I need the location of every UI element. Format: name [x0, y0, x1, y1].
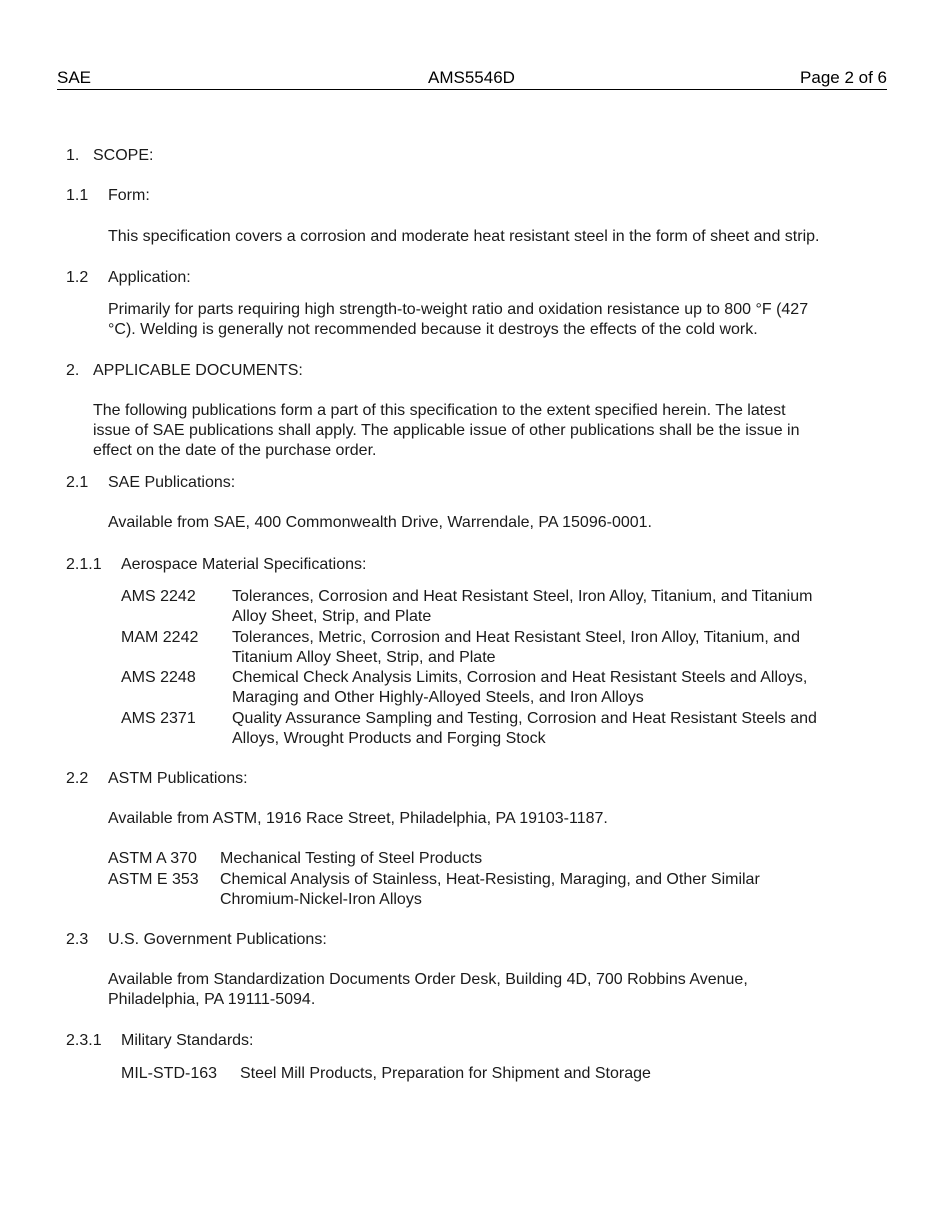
- reference-title-line: Tolerances, Corrosion and Heat Resistant Steel, Iron Alloy, Titanium, and Titanium: [232, 588, 813, 605]
- reference-title-line: Tolerances, Metric, Corrosion and Heat Resistant Steel, Iron Alloy, Titanium, and: [232, 629, 800, 646]
- section-title: SAE Publications:: [108, 474, 236, 491]
- section-body: Available from SAE, 400 Commonwealth Drive, Warrendale, PA 15096-0001.: [108, 514, 652, 531]
- reference-code: MIL-STD-163: [121, 1065, 218, 1082]
- reference-title-line: Titanium Alloy Sheet, Strip, and Plate: [232, 649, 496, 666]
- section-title: Military Standards:: [121, 1032, 254, 1049]
- reference-title-line: Chemical Check Analysis Limits, Corrosion and Heat Resistant Steels and Alloys,: [232, 669, 808, 686]
- header-org: SAE: [57, 68, 92, 87]
- section-body-line: °C). Welding is generally not recommended because it destroys the effects of the cold work.: [108, 321, 758, 338]
- reference-code: MAM 2242: [121, 629, 199, 646]
- reference-title-line: Quality Assurance Sampling and Testing, Corrosion and Heat Resistant Steels and: [232, 710, 817, 727]
- section-body-line: effect on the date of the purchase order.: [93, 442, 377, 459]
- section-body-line: issue of SAE publications shall apply. The applicable issue of other publications shall be the issue in: [93, 422, 800, 439]
- section-title: Form:: [108, 187, 150, 204]
- reference-title-line: Chemical Analysis of Stainless, Heat-Resisting, Maraging, and Other Similar: [220, 871, 760, 888]
- section-body-line: Available from Standardization Documents Order Desk, Building 4D, 700 Robbins Avenue,: [108, 971, 748, 988]
- section-title: ASTM Publications:: [108, 770, 248, 787]
- section-number: 2.3: [66, 931, 89, 948]
- section-body-line: Philadelphia, PA 19111-5094.: [108, 991, 316, 1008]
- section-title: Application:: [108, 269, 191, 286]
- reference-title-line: Alloys, Wrought Products and Forging Stock: [232, 730, 546, 747]
- reference-title-line: Mechanical Testing of Steel Products: [220, 850, 483, 867]
- reference-code: ASTM A 370: [108, 850, 197, 867]
- section-body: Available from ASTM, 1916 Race Street, Philadelphia, PA 19103-1187.: [108, 810, 608, 827]
- section-number: 2.2: [66, 770, 89, 787]
- section-title: APPLICABLE DOCUMENTS:: [93, 362, 303, 379]
- section-number: 2.: [66, 362, 80, 379]
- header-page-number: Page 2 of 6: [800, 68, 887, 87]
- section-title: SCOPE:: [93, 147, 154, 164]
- section-title: Aerospace Material Specifications:: [121, 556, 367, 573]
- reference-title-line: Steel Mill Products, Preparation for Shipment and Storage: [240, 1065, 651, 1082]
- section-title: U.S. Government Publications:: [108, 931, 327, 948]
- section-number: 2.1: [66, 474, 89, 491]
- section-body: This specification covers a corrosion and moderate heat resistant steel in the form of sheet and strip.: [108, 228, 820, 245]
- reference-title-line: Alloy Sheet, Strip, and Plate: [232, 608, 432, 625]
- section-body-line: The following publications form a part of this specification to the extent specified herein. The latest: [93, 402, 786, 419]
- section-number: 2.1.1: [66, 556, 102, 573]
- section-number: 1.: [66, 147, 80, 164]
- header-doc-number: AMS5546D: [428, 68, 515, 87]
- reference-code: AMS 2242: [121, 588, 196, 605]
- section-number: 1.1: [66, 187, 89, 204]
- reference-code: AMS 2248: [121, 669, 196, 686]
- section-number: 1.2: [66, 269, 89, 286]
- reference-title-line: Maraging and Other Highly-Alloyed Steels, and Iron Alloys: [232, 689, 644, 706]
- page-header: [57, 68, 887, 90]
- reference-code: AMS 2371: [121, 710, 196, 727]
- reference-code: ASTM E 353: [108, 871, 199, 888]
- section-body-line: Primarily for parts requiring high strength-to-weight ratio and oxidation resistance up to 800 °F (427: [108, 301, 809, 318]
- reference-title-line: Chromium-Nickel-Iron Alloys: [220, 891, 422, 908]
- section-number: 2.3.1: [66, 1032, 102, 1049]
